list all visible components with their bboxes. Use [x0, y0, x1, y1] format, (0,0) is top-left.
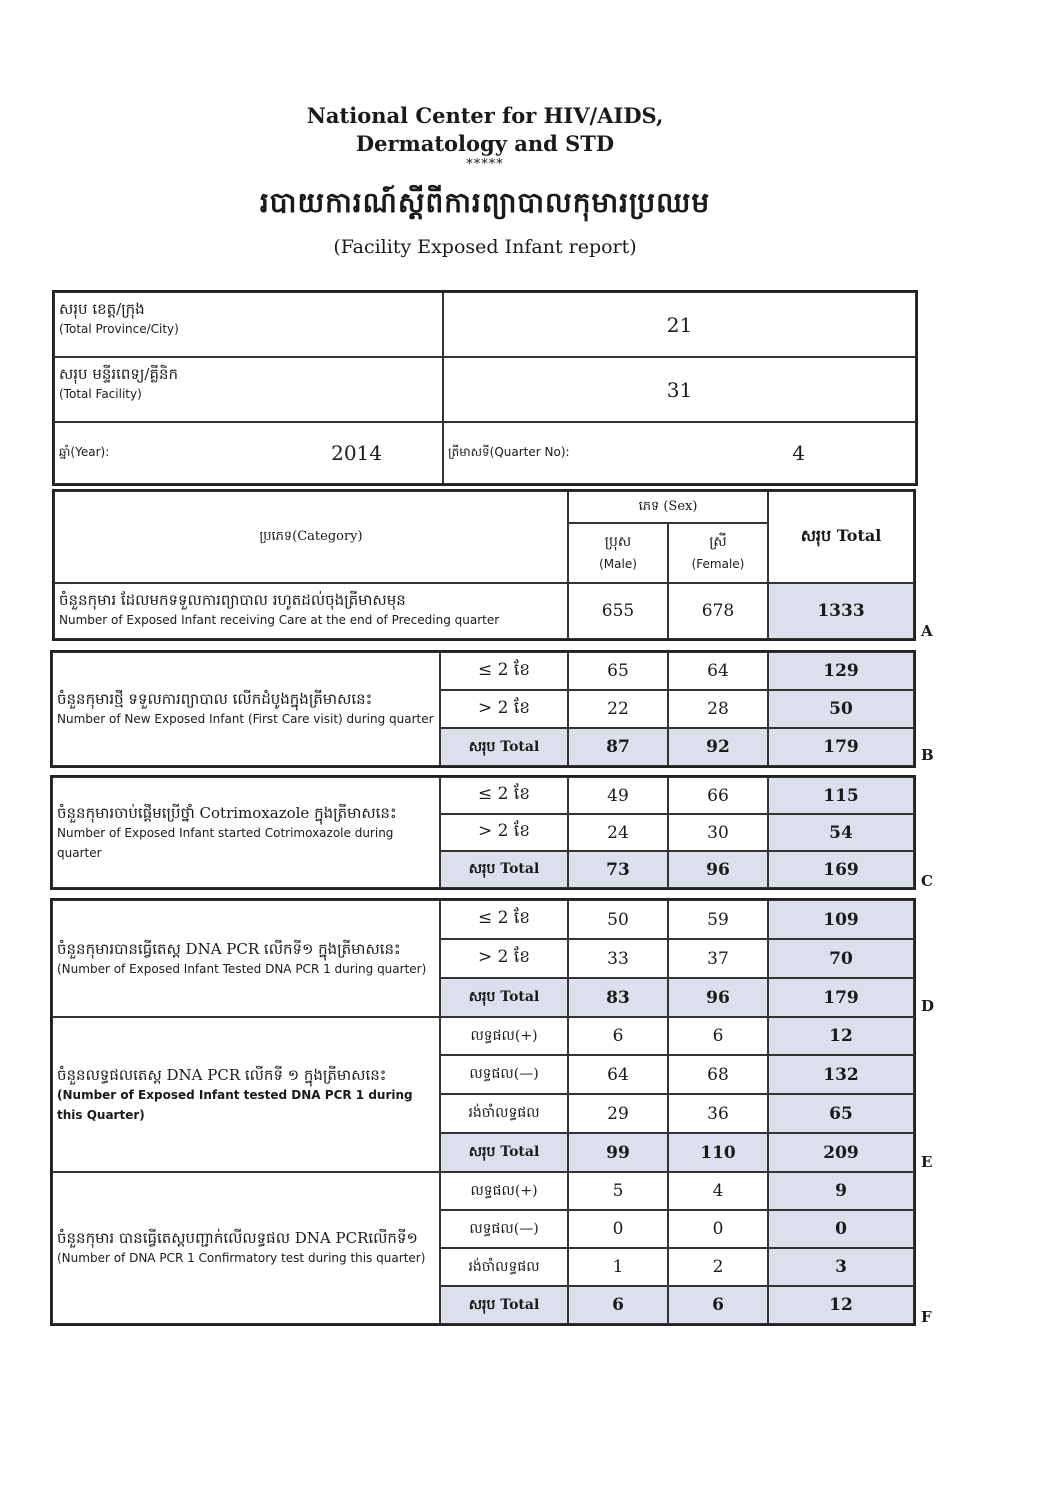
section-d-row2-total: 70: [768, 939, 914, 978]
section-a-male: 655: [568, 583, 668, 639]
section-d-row1-label: ≤ 2 ខែ: [440, 900, 568, 939]
quarter-value: 4: [792, 441, 805, 465]
section-c-row1-total: 115: [768, 777, 914, 814]
section-e-row1-male: 6: [568, 1017, 668, 1055]
table-header-block: [52, 489, 916, 641]
section-e-row2-label: លទ្ធផល(—): [440, 1055, 568, 1094]
section-b-row1-male: 65: [568, 652, 668, 690]
section-f-row2-total: 0: [768, 1210, 914, 1248]
section-f-letter: F: [921, 1308, 932, 1326]
section-f-row2-label: លទ្ធផល(—): [440, 1210, 568, 1248]
section-b-total-total: 179: [768, 728, 914, 766]
section-d-row2-female: 37: [668, 939, 768, 978]
province-value: 21: [443, 292, 916, 357]
section-d-letter: D: [921, 997, 935, 1015]
section-f-total-female: 6: [668, 1286, 768, 1324]
section-d-total-total: 179: [768, 978, 914, 1017]
section-e-total-female: 110: [668, 1133, 768, 1172]
section-e-row3-label: រង់ចាំលទ្ធផល: [440, 1094, 568, 1133]
org-name-line1: National Center for HIV/AIDS,: [306, 103, 664, 128]
section-c-row2-male: 24: [568, 814, 668, 851]
section-e-label: ចំនួនលទ្ធផលតេស្ត DNA PCR លើកទី ១ ក្នុងត្រីមាសនេះ (Number of Exposed Infant tested DNA PCR 1 during this Quarter): [52, 1017, 440, 1172]
khmer-title: របាយការណ៍ស្តីពីការព្យាបាលកុមារប្រឈម: [259, 186, 711, 219]
section-d-row1-male: 50: [568, 900, 668, 939]
stars-divider: *****: [466, 157, 504, 172]
section-b-letter: B: [921, 746, 934, 764]
year-value: 2014: [331, 441, 382, 465]
section-e-row2-female: 68: [668, 1055, 768, 1094]
section-e-total-male: 99: [568, 1133, 668, 1172]
province-label: សរុប ខេត្ត/ក្រុង (Total Province/City): [54, 292, 443, 357]
section-e-row3-male: 29: [568, 1094, 668, 1133]
section-d-total-male: 83: [568, 978, 668, 1017]
section-b: [50, 650, 916, 768]
section-f-row3-total: 3: [768, 1248, 914, 1286]
info-box: [52, 290, 918, 486]
section-d-total-female: 96: [668, 978, 768, 1017]
section-b-row2-label: > 2 ខែ: [440, 690, 568, 728]
section-a-female: 678: [668, 583, 768, 639]
report-subtitle: (Facility Exposed Infant report): [333, 236, 637, 258]
section-b-total-male: 87: [568, 728, 668, 766]
section-b-total-label: សរុប Total: [440, 728, 568, 766]
section-c-total-label: សរុប Total: [440, 851, 568, 888]
section-c-row2-total: 54: [768, 814, 914, 851]
section-e-total-total: 209: [768, 1133, 914, 1172]
section-c-row1-label: ≤ 2 ខែ: [440, 777, 568, 814]
section-b-row1-total: 129: [768, 652, 914, 690]
sex-header: ភេទ (Sex): [568, 491, 768, 523]
total-header: សរុប Total: [768, 491, 914, 583]
section-c-letter: C: [921, 872, 933, 890]
section-e-row3-total: 65: [768, 1094, 914, 1133]
section-c-total-male: 73: [568, 851, 668, 888]
section-b-row2-male: 22: [568, 690, 668, 728]
section-b-row2-female: 28: [668, 690, 768, 728]
section-f-row1-label: លទ្ធផល(+): [440, 1172, 568, 1210]
section-f-row3-male: 1: [568, 1248, 668, 1286]
section-d-label: ចំនួនកុមារបានធ្វើតេស្ត DNA PCR លើកទី១ ក្នុងត្រីមាសនេះ (Number of Exposed Infant Tested DNA PCR 1 during quarter): [52, 900, 440, 1017]
section-e-row1-total: 12: [768, 1017, 914, 1055]
section-e-letter: E: [921, 1153, 933, 1171]
section-e-row1-female: 6: [668, 1017, 768, 1055]
section-c-total-female: 96: [668, 851, 768, 888]
section-c: [50, 775, 916, 890]
section-a-letter: A: [921, 622, 933, 640]
section-e-row2-male: 64: [568, 1055, 668, 1094]
section-f-row1-male: 5: [568, 1172, 668, 1210]
org-name: [0, 102, 970, 158]
section-c-row1-male: 49: [568, 777, 668, 814]
facility-label: សរុប មន្ទីរពេទ្យ/គ្លីនិក (Total Facility): [54, 357, 443, 422]
section-b-row1-female: 64: [668, 652, 768, 690]
section-b-row2-total: 50: [768, 690, 914, 728]
facility-value: 31: [443, 357, 916, 422]
section-d-row1-female: 59: [668, 900, 768, 939]
section-f-row3-label: រង់ចាំលទ្ធផល: [440, 1248, 568, 1286]
section-e-row1-label: លទ្ធផល(+): [440, 1017, 568, 1055]
section-c-row1-female: 66: [668, 777, 768, 814]
quarter-label: ត្រីមាសទី(Quarter No):: [448, 445, 570, 459]
male-header: ប្រុស (Male): [568, 523, 668, 583]
section-d-row2-label: > 2 ខែ: [440, 939, 568, 978]
section-f-row2-female: 0: [668, 1210, 768, 1248]
quarter-cell: [443, 422, 916, 484]
sections-def: [50, 898, 916, 1326]
section-c-label: ចំនួនកុមារចាប់ផ្តើមប្រើថ្នាំ Cotrimoxazole ក្នុងត្រីមាសនេះ Number of Exposed Infant started Cotrimoxazole during quarter: [52, 777, 440, 888]
section-d-total-label: សរុប Total: [440, 978, 568, 1017]
section-d-row2-male: 33: [568, 939, 668, 978]
female-header: ស្រី (Female): [668, 523, 768, 583]
section-e-total-label: សរុប Total: [440, 1133, 568, 1172]
section-a-label: ចំនួនកុមារ ដែលមកទទួលការព្យាបាល រហូតដល់ចុងត្រីមាសមុន Number of Exposed Infant receiving Care at the end of Preceding quarter: [54, 583, 568, 639]
org-name-line2: Dermatology and STD: [355, 131, 615, 156]
section-f-total-label: សរុប Total: [440, 1286, 568, 1324]
section-f-row2-male: 0: [568, 1210, 668, 1248]
section-f-label: ចំនួនកុមារ បានធ្វើតេស្តបញ្ជាក់លើលទ្ធផល DNA PCRលើកទី១ (Number of DNA PCR 1 Confirmatory test during this quarter): [52, 1172, 440, 1324]
section-e-row3-female: 36: [668, 1094, 768, 1133]
section-b-label: ចំនួនកុមារថ្មី ទទួលការព្យាបាល លើកដំបូងក្នុងត្រីមាសនេះ Number of New Exposed Infant (First Care visit) during quarter: [52, 652, 440, 766]
section-c-row2-female: 30: [668, 814, 768, 851]
section-b-total-female: 92: [668, 728, 768, 766]
section-c-row2-label: > 2 ខែ: [440, 814, 568, 851]
category-header: ប្រភេទ(Category): [54, 491, 568, 583]
section-f-row1-total: 9: [768, 1172, 914, 1210]
section-a-total: 1333: [768, 583, 914, 639]
section-e-row2-total: 132: [768, 1055, 914, 1094]
section-d-row1-total: 109: [768, 900, 914, 939]
section-c-total-total: 169: [768, 851, 914, 888]
section-f-row1-female: 4: [668, 1172, 768, 1210]
section-f-row3-female: 2: [668, 1248, 768, 1286]
section-b-row1-label: ≤ 2 ខែ: [440, 652, 568, 690]
section-f-total-total: 12: [768, 1286, 914, 1324]
year-label: ឆ្នាំ(Year):: [59, 445, 110, 459]
year-cell: [54, 422, 443, 484]
section-f-total-male: 6: [568, 1286, 668, 1324]
